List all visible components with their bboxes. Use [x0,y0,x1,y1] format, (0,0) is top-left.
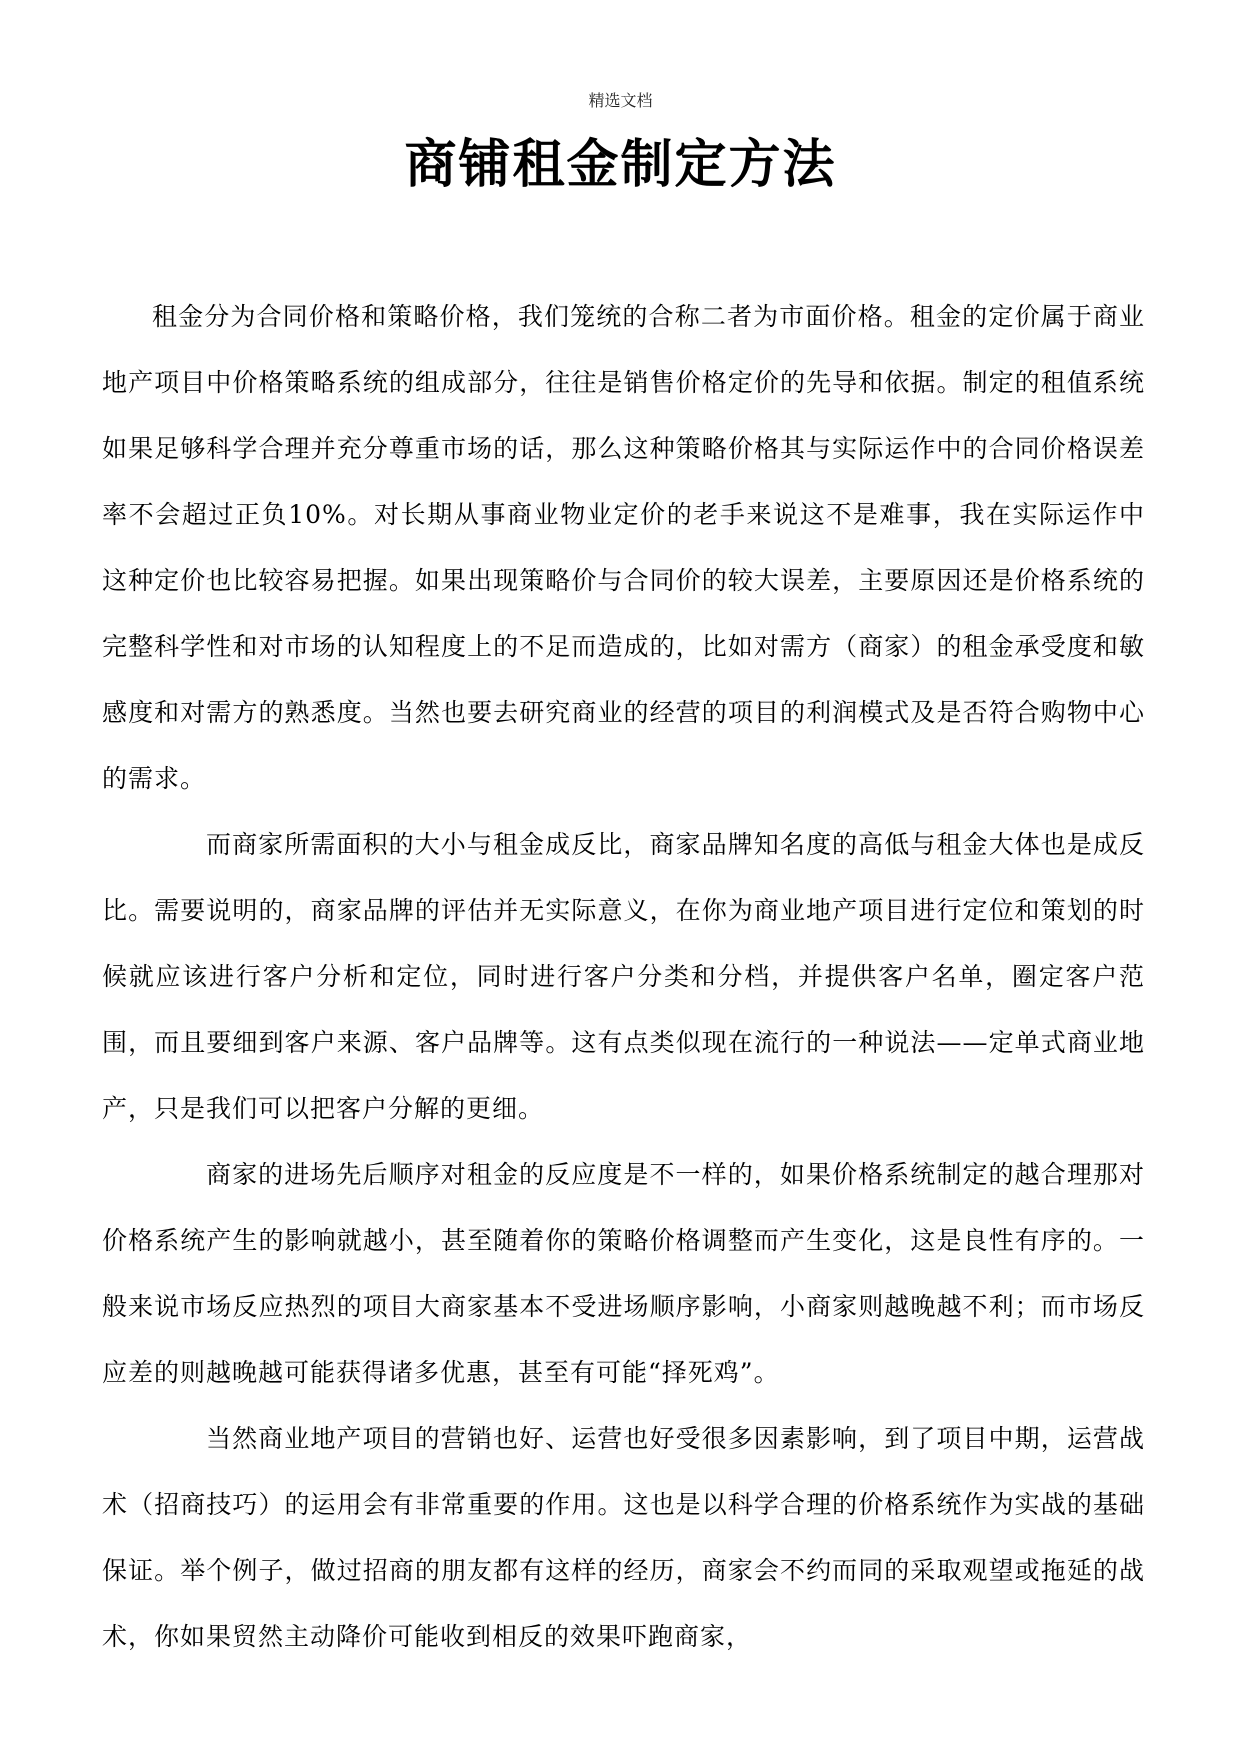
paragraph-3: 商家的进场先后顺序对租金的反应度是不一样的，如果价格系统制定的越合理那对价格系统产生的影响就越小，甚至随着你的策略价格调整而产生变化，这是良性有序的。一般来说市场反应热烈的项目大商家基本不受进场顺序影响，小商家则越晚越不利；而市场反应差的则越晚越可能获得诸多优惠，甚至有可能“择死鸡”。 [102,1160,1145,1387]
paragraph-4: 当然商业地产项目的营销也好、运营也好受很多因素影响，到了项目中期，运营战术（招商技巧）的运用会有非常重要的作用。这也是以科学合理的价格系统作为实战的基础保证。举个例子，做过招商的朋友都有这样的经历，商家会不约而同的采取观望或拖延的战术，你如果贸然主动降价可能收到相反的效果吓跑商家， [102,1424,1145,1651]
page-header-label: 精选文档 [588,91,653,110]
paragraph-1: 租金分为合同价格和策略价格，我们笼统的合称二者为市面价格。租金的定价属于商业地产项目中价格策略系统的组成部分，往往是销售价格定价的先导和依据。制定的租值系统如果足够科学合理并充分尊重市场的话，那么这种策略价格其与实际运作中的合同价格误差率不会超过正负10%。对长期从事商业物业定价的老手来说这不是难事，我在实际运作中这种定价也比较容易把握。如果出现策略价与合同价的较大误差，主要原因还是价格系统的完整科学性和对市场的认知程度上的不足而造成的，比如对需方（商家）的租金承受度和敏感度和对需方的熟悉度。当然也要去研究商业的经营的项目的利润模式及是否符合购物中心的需求。 [102,302,1145,793]
document-body [102,284,1145,1670]
paragraph-2: 而商家所需面积的大小与租金成反比，商家品牌知名度的高低与租金大体也是成反比。需要说明的，商家品牌的评估并无实际意义，在你为商业地产项目进行定位和策划的时候就应该进行客户分析和定位，同时进行客户分类和分档，并提供客户名单，圈定客户范围，而且要细到客户来源、客户品牌等。这有点类似现在流行的一种说法——定单式商业地产，只是我们可以把客户分解的更细。 [102,830,1145,1123]
document-title: 商铺租金制定方法 [404,135,837,195]
